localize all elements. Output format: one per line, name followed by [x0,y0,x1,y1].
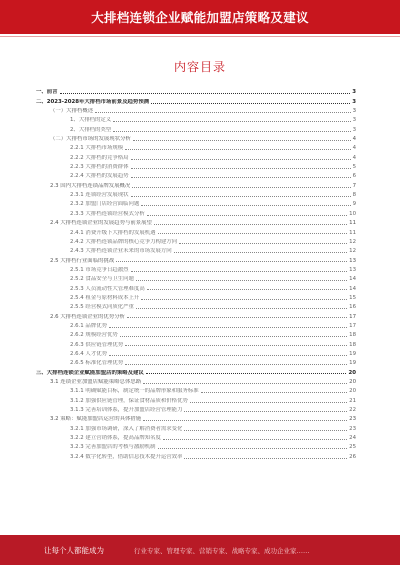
toc-entry-label: 2.6.2 规模经营优势 [70,332,118,339]
toc-leader-dots [158,448,348,449]
toc-entry[interactable] [36,264,356,273]
toc-leader-dots [113,121,350,122]
toc-entry-page: 4 [352,154,356,161]
toc-entry[interactable] [36,301,356,310]
toc-leader-dots [174,252,347,253]
toc-leader-dots [125,149,350,150]
toc-entry-page: 13 [349,257,356,264]
toc-entry-page: 26 [349,453,356,460]
toc-entry-label: 2.4.2 大排档连锁品牌的核心竞争力构建方向 [70,238,178,245]
toc-entry[interactable] [36,394,356,403]
toc-leader-dots [147,215,347,216]
toc-leader-dots [184,458,347,459]
toc-entry[interactable] [36,413,356,422]
toc-entry[interactable] [36,114,356,123]
toc-leader-dots [184,430,347,431]
toc-entry[interactable] [36,151,356,160]
toc-entry[interactable] [36,142,356,151]
toc-entry-label: 3.1.2 加强供应链管理，保证食材品质和价格优势 [70,397,188,404]
toc-entry[interactable] [36,357,356,366]
toc-entry-label: 2.6.5 标准化管理优势 [70,360,124,367]
toc-entry-page: 7 [352,182,356,189]
toc-leader-dots [125,345,347,346]
toc-entry-page: 17 [349,322,356,329]
toc-entry[interactable] [36,366,356,375]
toc-entry[interactable] [36,320,356,329]
toc-entry-label: 2.6.1 品牌优势 [70,322,107,329]
toc-entry-label: 2.2.4 大排档的发展趋势 [70,173,129,180]
toc-entry-page: 23 [349,425,356,432]
toc-leader-dots [125,364,347,365]
toc-entry[interactable] [36,385,356,394]
toc-entry-label: 2.6 大排档连锁企业的优势分析 [50,313,125,320]
toc-entry-page: 12 [349,248,356,255]
toc-entry[interactable] [36,226,356,235]
toc-entry[interactable] [36,170,356,179]
toc-entry-page: 22 [349,407,356,414]
document-header [0,0,400,34]
toc-leader-dots [201,392,348,393]
toc-leader-dots [116,261,347,262]
toc-leader-dots [136,280,347,281]
toc-entry-label: 3.2.3 完善加盟店的考核与激励机制 [70,444,156,451]
toc-entry-label: 3.1.3 完善培训体系，提升加盟店经营管理能力 [70,407,183,414]
toc-entry-page: 11 [349,220,356,227]
footer-slogan: 让每个人都能成为 [44,545,104,555]
toc-leader-dots [151,103,350,104]
toc-entry[interactable] [36,329,356,338]
toc-entry[interactable] [36,432,356,441]
toc-entry[interactable] [36,198,356,207]
toc-entry-label: 2.6.4 人才优势 [70,350,107,357]
toc-entry-label: 2.5.4 租金与原材料成本上升 [70,294,140,301]
toc-entry[interactable] [36,273,356,282]
toc-leader-dots [133,140,351,141]
toc-entry-page: 9 [352,201,356,208]
toc-leader-dots [141,299,347,300]
toc-entry-page: 20 [349,388,356,395]
toc-entry-label: 2.4 大排档连锁企业的发展趋势与前景展望 [50,220,152,227]
toc-leader-dots [141,205,350,206]
toc-leader-dots [163,439,347,440]
toc-entry[interactable] [36,207,356,216]
toc-entry-page: 3 [352,126,356,133]
toc-entry-page: 12 [349,238,356,245]
toc-entry-label: 2.3 国内大排档连锁品牌发展概况 [50,182,131,189]
toc-entry-label: 一、前言 [36,89,58,96]
toc-entry-page: 14 [349,276,356,283]
toc-leader-dots [184,411,347,412]
toc-entry[interactable] [36,338,356,347]
toc-entry-label: （一）大排档概述 [50,108,94,115]
toc-leader-dots [132,187,350,188]
toc-entry-label: 二、2023-2028年大排档市场前景及趋势预测 [36,98,150,105]
toc-entry-page: 3 [352,117,356,124]
toc-entry[interactable] [36,86,356,95]
toc-entry-label: 3.1 连锁企业加盟店赋能策略总体思路 [50,379,142,385]
toc-entry-label: 3.2.1 加强市场调研，深入了解消费者需求变化 [70,425,183,432]
toc-entry[interactable] [36,422,356,431]
toc-leader-dots [131,159,351,160]
toc-entry-label: 2.4.3 大排档连锁企业未来的市场发展方向 [70,248,172,255]
toc-entry[interactable] [36,310,356,319]
toc-entry-label: 3.2.2 建立营销体系，提高品牌知名度 [70,435,161,442]
toc-entry[interactable] [36,348,356,357]
toc-entry-page: 5 [352,164,356,171]
toc-entry[interactable] [36,123,356,132]
header-divider [0,36,400,37]
toc-entry-page: 10 [349,210,356,217]
toc-entry[interactable] [36,245,356,254]
toc-leader-dots [60,93,351,94]
toc-entry-label: 2.4.1 消费升级下大排档的发展机遇 [70,229,156,236]
toc-leader-dots [131,196,351,197]
toc-entry-page: 15 [349,294,356,301]
toc-entry-label: 3.1.1 明确赋能目标，制定统一的品牌形象和服务标准 [70,388,199,395]
toc-leader-dots [131,177,351,178]
toc-entry-page: 6 [352,173,356,180]
toc-entry-page: 14 [349,285,356,292]
toc-entry-label: 2.3.3 大排档连锁经营模式分析 [70,210,145,217]
toc-entry-page: 3 [352,89,356,96]
toc-entry[interactable] [36,236,356,245]
toc-entry-label: 2.5.2 食品安全与卫生问题 [70,276,134,283]
toc-entry-label: 2.5 大排档行业面临的挑战 [50,257,115,264]
toc-entry-label: （二）大排档市场的发展现状分析 [50,136,131,143]
document-footer [0,535,400,565]
toc-entry-label: 2.2.1 大排档市场规模 [70,145,124,152]
toc-entry[interactable] [36,179,356,188]
toc-entry-page: 20 [348,369,356,376]
toc-entry-label: 2.3.1 连锁经营发展现状 [70,192,129,199]
toc-entry-label: 2.2.3 大排档的消费群体 [70,164,129,171]
toc-entry-label: 三、大排档连锁企业赋能加盟店的策略及建议 [36,369,144,376]
toc-entry-page: 18 [349,341,356,348]
toc-entry[interactable] [36,441,356,450]
toc-entry[interactable] [36,292,356,301]
toc-leader-dots [154,224,347,225]
toc-entry-label: 2.5.5 经营模式同质化严重 [70,304,134,311]
toc-entry-label: 3.2 策略：赋能加盟店运营的具体措施 [50,416,142,423]
toc-entry-page: 4 [352,145,356,152]
toc-entry-page: 21 [349,397,356,404]
toc-entry[interactable] [36,189,356,198]
toc-entry-label: 2.5.3 人员流动性大管理难度高 [70,285,145,292]
toc-entry[interactable] [36,133,356,142]
toc-leader-dots [120,336,347,337]
table-of-contents [36,86,356,460]
toc-leader-dots [147,289,347,290]
toc-entry-page: 20 [349,379,356,385]
toc-entry-page: 24 [349,435,356,442]
toc-entry[interactable] [36,217,356,226]
toc-leader-dots [109,327,347,328]
toc-entry[interactable] [36,254,356,263]
toc-entry-page: 11 [349,229,356,236]
toc-entry[interactable] [36,95,356,104]
toc-entry[interactable] [36,450,356,459]
toc-leader-dots [95,112,350,113]
toc-entry[interactable] [36,282,356,291]
toc-entry-page: 4 [352,136,356,143]
toc-entry[interactable] [36,404,356,413]
toc-entry-page: 25 [349,444,356,451]
toc-entry-page: 19 [349,360,356,367]
toc-leader-dots [190,402,347,403]
toc-entry[interactable] [36,376,356,385]
toc-leader-dots [109,355,347,356]
toc-entry-label: 2.5.1 市场竞争日趋激烈 [70,266,129,273]
toc-leader-dots [131,168,351,169]
document-title: 大排档连锁企业赋能加盟店策略及建议 [91,10,309,25]
toc-entry-page: 17 [349,313,356,320]
toc-entry-label: 3.2.4 数字化转型，借助信息技术提升运营效率 [70,453,183,460]
footer-expert-text: 行业专家、管理专家、营销专家、战略专家、成功企业家…… [134,546,310,555]
toc-leader-dots [127,317,347,318]
toc-leader-dots [158,233,348,234]
toc-entry-page: 23 [349,416,356,423]
toc-entry-page: 3 [352,108,356,115]
toc-entry-label: 1、大排档的定义 [70,117,112,124]
toc-entry-label: 2.2.2 大排档的竞争格局 [70,154,129,161]
toc-entry-page: 16 [349,304,356,311]
toc-leader-dots [179,243,347,244]
toc-leader-dots [146,373,347,374]
toc-leader-dots [113,131,350,132]
toc-entry-label: 2.6.3 供应链管理优势 [70,341,124,348]
toc-entry[interactable] [36,105,356,114]
toc-entry-label: 2、大排档的类型 [70,126,112,133]
toc-entry-page: 19 [349,350,356,357]
toc-leader-dots [143,420,347,421]
toc-entry-page: 3 [352,98,356,105]
toc-entry[interactable] [36,161,356,170]
toc-leader-dots [143,383,347,384]
toc-entry-page: 13 [349,266,356,273]
toc-entry-label: 2.3.2 加盟门店经营面临问题 [70,201,140,208]
toc-leader-dots [131,271,348,272]
toc-entry-page: 8 [352,192,356,199]
toc-entry-page: 18 [349,332,356,339]
toc-heading: 内容目录 [173,60,226,74]
toc-leader-dots [136,308,347,309]
